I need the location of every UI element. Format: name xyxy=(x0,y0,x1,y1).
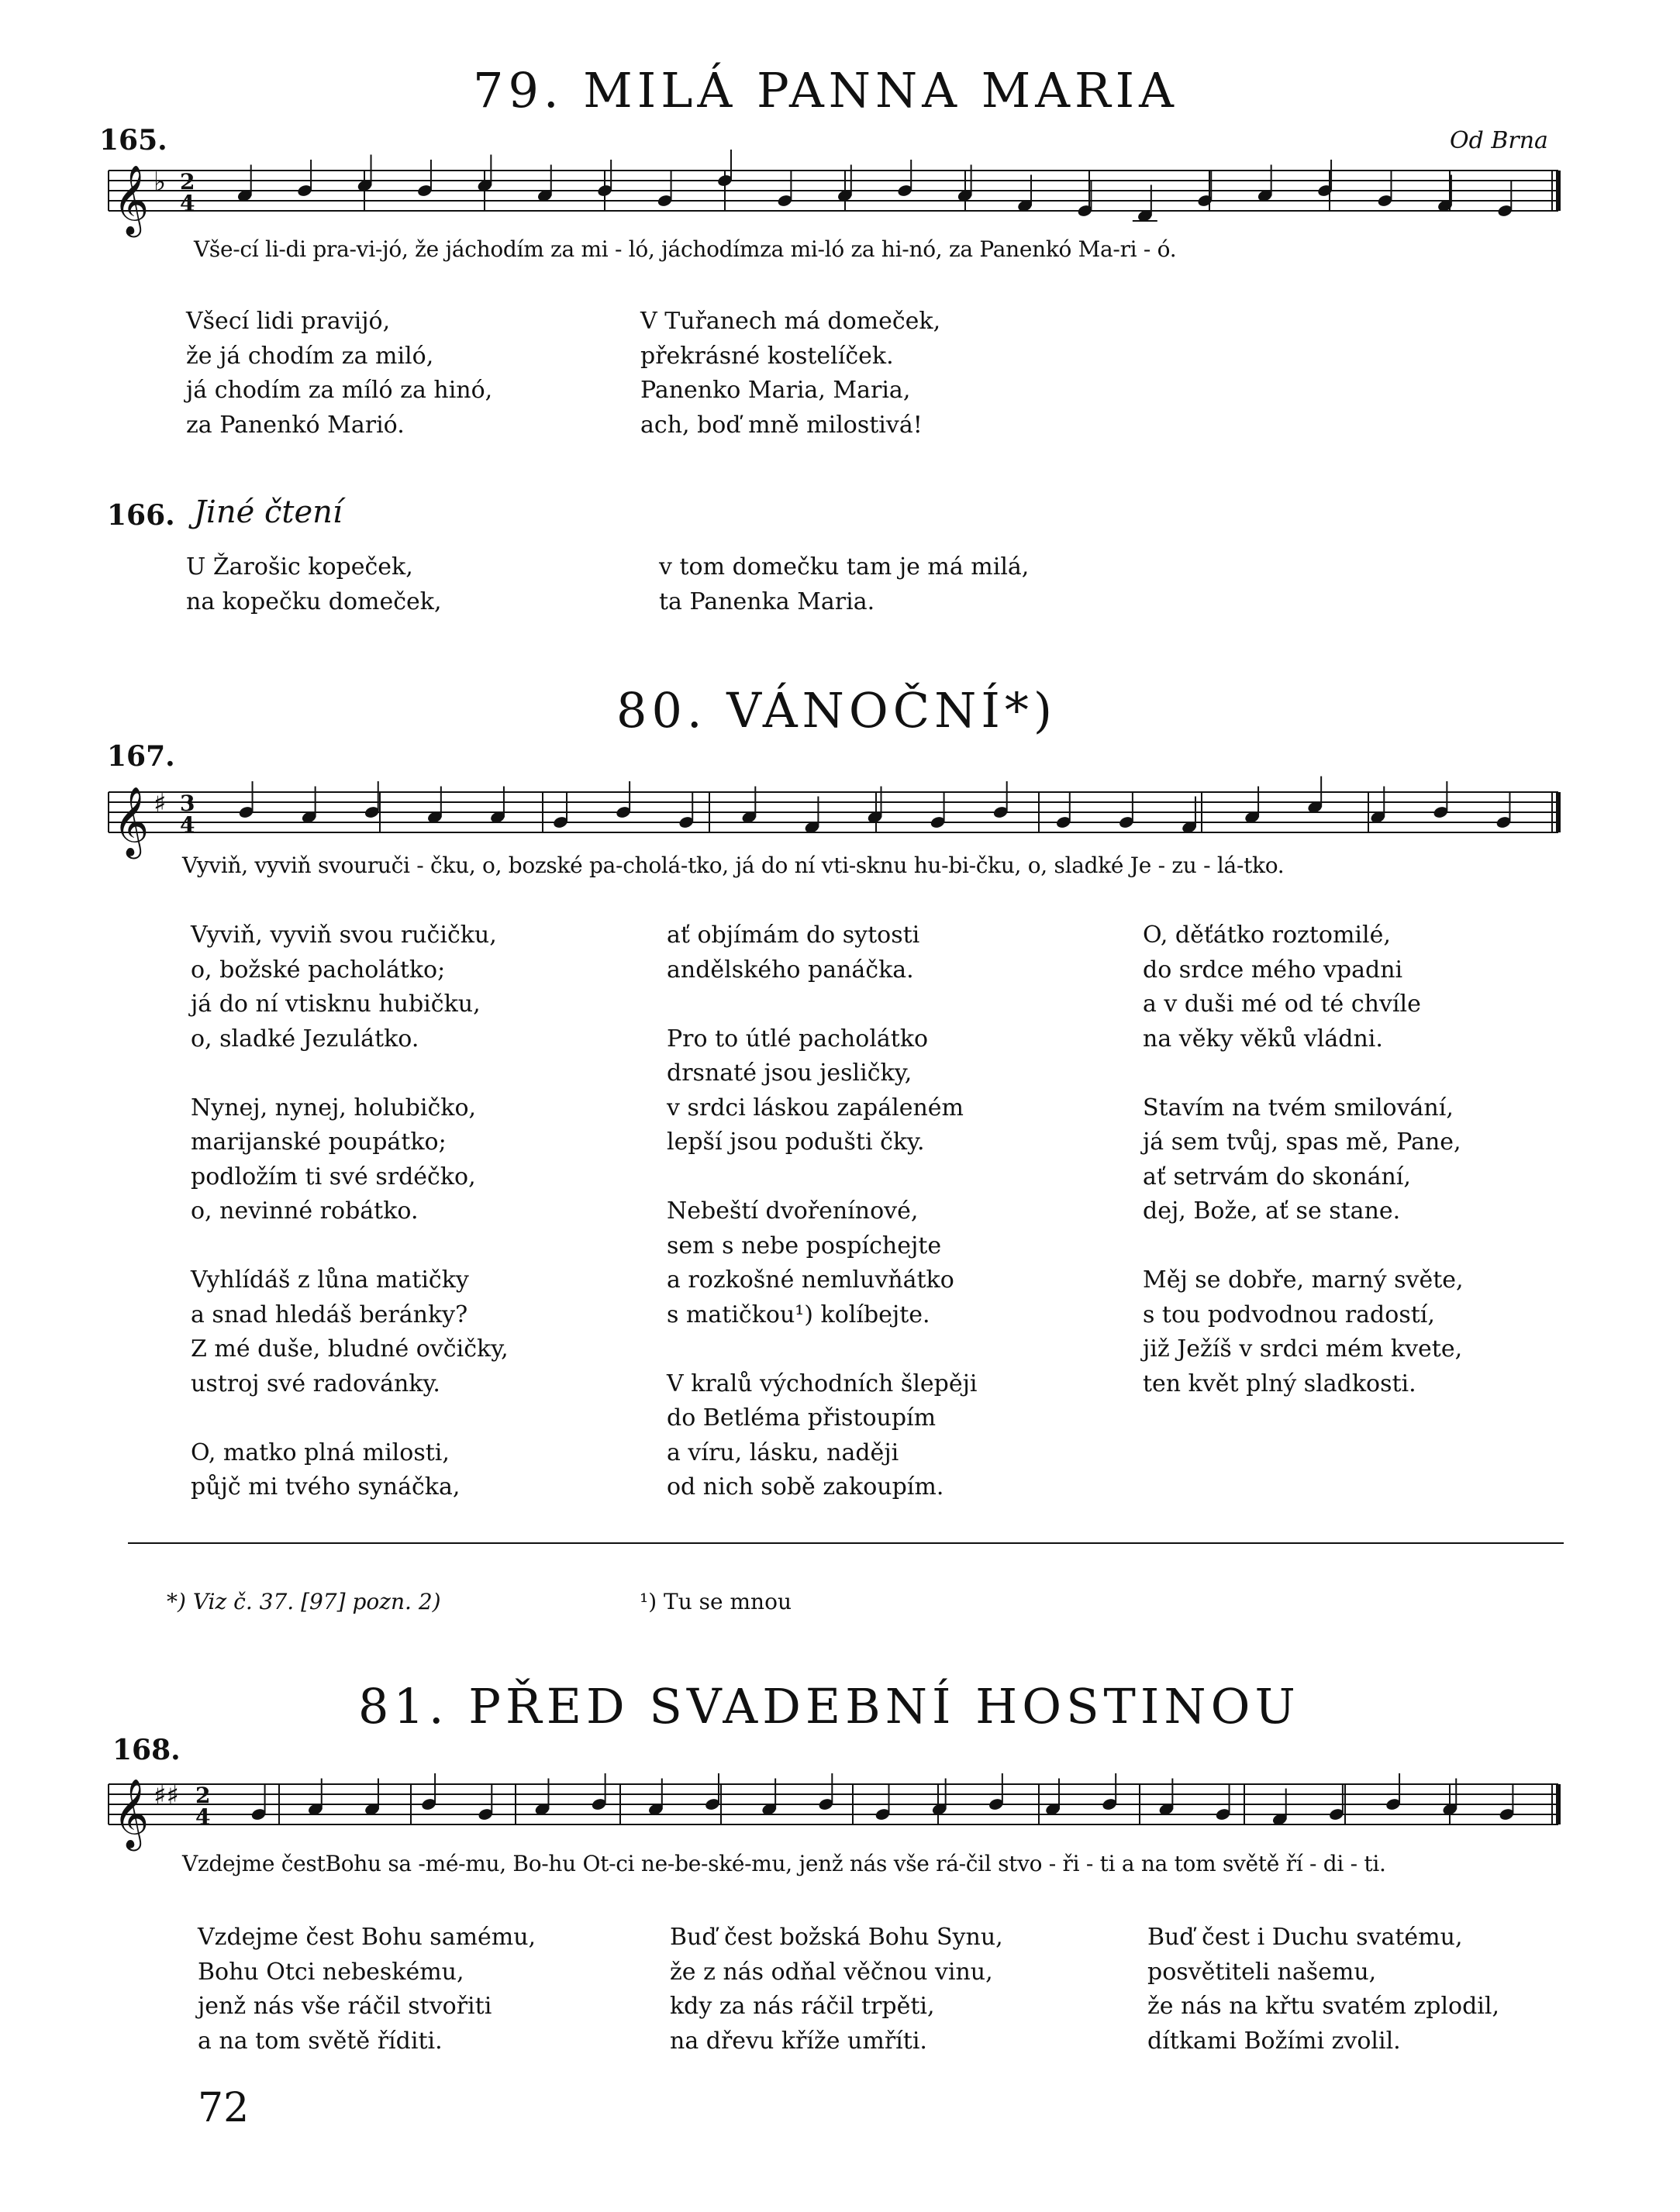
svg-text:4: 4 xyxy=(180,812,195,838)
footnote-2: ¹) Tu se mnou xyxy=(640,1589,792,1614)
song-165-number: 165. xyxy=(99,124,167,157)
song-81-verse-1: Vzdejme čest Bohu samému, Bohu Otci nebeskému, jenž nás vše ráčil stvořiti a na tom světě říditi. xyxy=(198,1924,536,2055)
song-81-verse-2: Buď čest božská Bohu Synu, že z nás odňal věčnou vinu, kdy za nás ráčil trpěti, na dřevu kříže umříti. xyxy=(670,1924,1003,2055)
svg-text:♭: ♭ xyxy=(154,167,167,198)
variant-166-verse-1: U Žarošic kopeček, na kopečku domeček, xyxy=(186,553,442,615)
song-168-number: 168. xyxy=(112,1734,181,1766)
song-80-lyrics: Vyviň, vyviň svouruči - čku, o, bozské pa-cholá-tko, já do ní vti-sknu hu-bi-čku, o, sladké Je - zu - lá-tko. xyxy=(182,853,1285,878)
variant-166-number: 166. xyxy=(107,499,175,532)
song-79-title: 79. MILÁ PANNA MARIA xyxy=(473,62,1178,119)
footnote-1: *) Viz č. 37. [97] pozn. 2) xyxy=(167,1589,441,1614)
song-81-verse-3: Buď čest i Duchu svatému, posvětiteli našemu, že nás na křtu svatém zplodil, dítkami Božími zvolil. xyxy=(1147,1924,1500,2055)
svg-text:♯: ♯ xyxy=(154,788,167,819)
svg-text:𝄞: 𝄞 xyxy=(113,165,150,235)
svg-text:3: 3 xyxy=(180,791,195,816)
song-79-origin: Od Brna xyxy=(1450,127,1548,154)
variant-166-heading: Jiné čtení xyxy=(194,494,343,530)
page-number: 72 xyxy=(198,2085,250,2131)
song-80-title: 80. VÁNOČNÍ*) xyxy=(616,682,1057,739)
song-80-verse-col-3: O, děťátko roztomilé, do srdce mého vpadni a v duši mé od té chvíle na věky věků vládni. Stavím na tvém smilování, já sem tvůj, spas mě, Pane, ať setrvám do skonání, dej, Bože, ať se stane. Měj se dobře, marný světe, s tou podvodnou radostí, již Ježíš v srdci mém kvete, ten květ plný sladkosti. xyxy=(1143,922,1464,1397)
svg-text:𝄞: 𝄞 xyxy=(113,1779,150,1849)
music-staff-167 xyxy=(0,769,1680,901)
svg-text:𝄞: 𝄞 xyxy=(113,787,150,856)
song-79-verse-2: V Tuřanech má domeček, překrásné kostelíček. Panenko Maria, Maria, ach, boď mně milostivá! xyxy=(640,308,941,439)
svg-text:♯♯: ♯♯ xyxy=(154,1780,179,1811)
song-79-lyrics: Vše-cí li-di pra-vi-jó, že jáchodím za mi - ló, jáchodímza mi-ló za hi-nó, za Panenkó Ma-ri - ó. xyxy=(194,236,1177,262)
svg-text:2: 2 xyxy=(180,169,195,195)
song-81-title: 81. PŘED SVADEBNÍ HOSTINOU xyxy=(358,1678,1300,1735)
song-80-verse-col-1: Vyviň, vyviň svou ručičku, o, božské pacholátko; já do ní vtisknu hubičku, o, sladké Jezulátko. Nynej, nynej, holubičko, marijanské poupátko; podložím ti své srdéčko, o, nevinné robátko. Vyhlídáš z lůna matičky a snad hledáš beránky? Z mé duše, bludné ovčičky, ustroj své radovánky. O, matko plná milosti, půjč mi tvého synáčka, xyxy=(191,922,509,1501)
svg-text:2: 2 xyxy=(195,1783,211,1808)
svg-text:4: 4 xyxy=(180,191,195,216)
song-80-verse-col-2: ať objímám do sytosti andělského panáčka. Pro to útlé pacholátko drsnaté jsou jesličky, v srdci láskou zapáleném lepší jsou podušti čky. Nebeští dvořenínové, sem s nebe pospíchejte a rozkošné nemluvňátko s matičkou¹) kolíbejte. V kralů východních šlepěji do Betléma přistoupím a víru, lásku, naději od nich sobě zakoupím. xyxy=(667,922,978,1501)
footnote-divider xyxy=(128,1542,1564,1544)
song-81-lyrics: Vzdejme čestBohu sa -mé-mu, Bo-hu Ot-ci ne-be-ské-mu, jenž nás vše rá-čil stvo - ři - ti a na tom světě ří - di - ti. xyxy=(182,1851,1386,1876)
song-167-number: 167. xyxy=(107,740,175,773)
variant-166-verse-2: v tom domečku tam je má milá, ta Panenka Maria. xyxy=(659,553,1030,615)
song-79-verse-1: Všecí lidi pravijó, že já chodím za miló, já chodím za míló za hinó, za Panenkó Marió. xyxy=(186,308,493,439)
svg-text:4: 4 xyxy=(195,1804,211,1830)
